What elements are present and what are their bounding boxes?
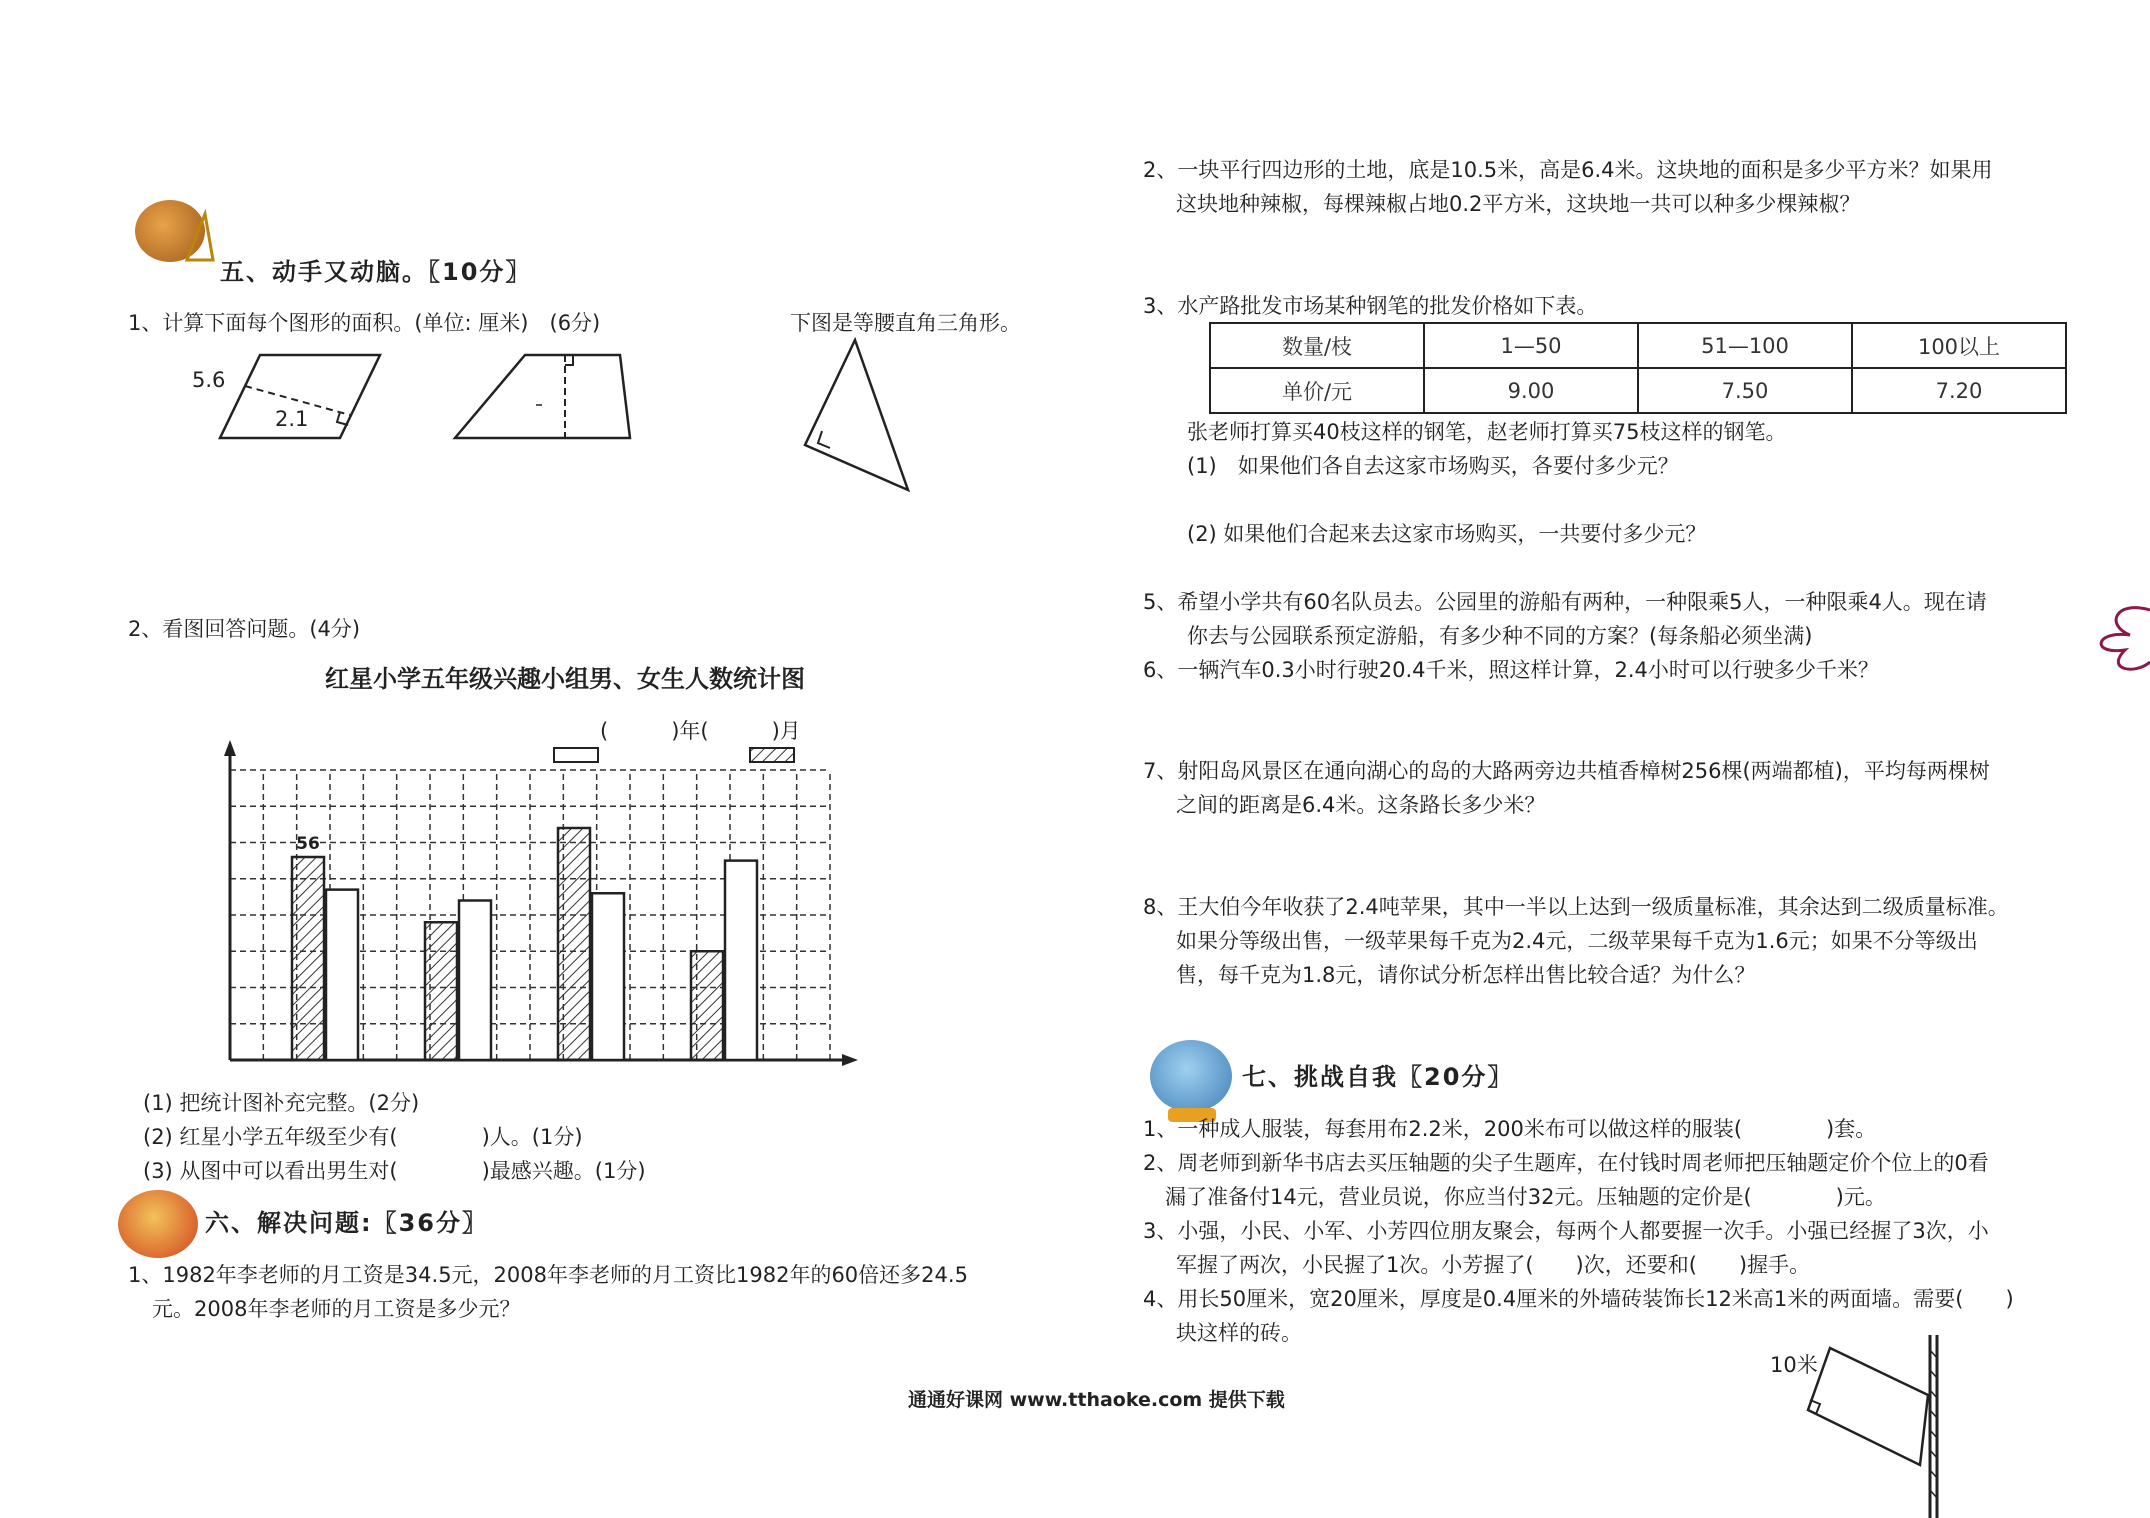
- table-cell: 数量/枝: [1210, 323, 1424, 368]
- table-row: [1210, 368, 2066, 413]
- trapezoid-figure: [450, 350, 640, 445]
- flower-decoration-icon: [2085, 600, 2150, 675]
- challenge-2-line-2: 漏了准备付14元，营业员说，你应当付32元。压轴题的定价是( )元。: [1165, 1185, 1886, 1209]
- chart-title: 红星小学五年级兴趣小组男、女生人数统计图: [325, 665, 805, 693]
- data-label: 56: [296, 834, 320, 854]
- section-6-title: 六、解决问题:〖36分〗: [205, 1209, 488, 1237]
- s6-q1-line-2: 元。2008年李老师的月工资是多少元？: [152, 1297, 521, 1321]
- q7-line-2: 之间的距离是6.4米。这条路长多少米？: [1176, 793, 1546, 817]
- legend-swatch-hatched: [750, 748, 794, 762]
- table-cell: 7.20: [1852, 368, 2066, 413]
- q8-line-1: 8、王大伯今年收获了2.4吨苹果，其中一半以上达到一级质量标准，其余达到二级质量标准。: [1143, 895, 2009, 919]
- q5-line-2: 你去与公园联系预定游船，有多少种不同的方案？(每条船必须坐满): [1187, 624, 1813, 648]
- s5-question-2: 2、看图回答问题。(4分): [128, 617, 361, 641]
- y-axis-arrow: [224, 740, 236, 756]
- table-cell: 1—50: [1424, 323, 1638, 368]
- challenge-2-line-1: 2、周老师到新华书店去买压轴题的尖子生题库，在付钱时周老师把压轴题定价个位上的0看: [1143, 1151, 1989, 1175]
- chart-bar: [558, 828, 590, 1060]
- q3-part-1: (1) 如果他们各自去这家市场购买，各要付多少元？: [1187, 454, 1679, 478]
- bar-chart: [150, 740, 870, 1100]
- q2-line-2: 这块地种辣椒，每棵辣椒占地0.2平方米，这块地一共可以种多少棵辣椒？: [1176, 192, 1861, 216]
- chart-date-line: ( )年( )月: [600, 719, 801, 743]
- table-cell: 单价/元: [1210, 368, 1424, 413]
- table-cell: 51—100: [1638, 323, 1852, 368]
- table-row: [1210, 323, 2066, 368]
- q3-intro: 张老师打算买40枝这样的钢笔，赵老师打算买75枝这样的钢笔。: [1187, 420, 1787, 444]
- q6-text: 6、一辆汽车0.3小时行驶20.4千米，照这样计算，2.4小时可以行驶多少千米？: [1143, 658, 1879, 682]
- footer-credit: 通通好课网 www.tthaoke.com 提供下载: [908, 1389, 1285, 1411]
- elephant-mascot-icon: [1150, 1040, 1232, 1112]
- table-cell: 100以上: [1852, 323, 2066, 368]
- s5-q2-part-3: (3) 从图中可以看出男生对( )最感兴趣。(1分): [143, 1159, 646, 1183]
- chart-bar: [691, 951, 723, 1060]
- challenge-3-line-1: 3、小强，小民、小军、小芳四位朋友聚会，每两个人都要握一次手。小强已经握了3次，小: [1143, 1219, 1989, 1243]
- q7-line-1: 7、射阳岛风景区在通向湖心的岛的大路两旁边共植香樟树256棵(两端都植)，平均每两棵树: [1143, 759, 1990, 783]
- s5-q1-note: 下图是等腰直角三角形。: [790, 311, 1021, 335]
- s6-q1-line-1: 1、1982年李老师的月工资是34.5元，2008年李老师的月工资比1982年的60倍还多24.5: [128, 1263, 968, 1287]
- s5-q2-part-1: (1) 把统计图补充完整。(2分): [143, 1091, 420, 1115]
- challenge-1: 1、一种成人服装，每套用布2.2米，200米布可以做这样的服装( )套。: [1143, 1117, 1877, 1141]
- challenge-4-line-2: 块这样的砖。: [1176, 1321, 1302, 1345]
- isosceles-right-triangle-figure: [800, 335, 920, 495]
- q8-line-3: 售，每千克为1.8元，请你试分析怎样出售比较合适？为什么？: [1176, 963, 1756, 987]
- s5-q2-part-2: (2) 红星小学五年级至少有( )人。(1分): [143, 1125, 583, 1149]
- s5-question-1: 1、计算下面每个图形的面积。(单位: 厘米) (6分): [128, 311, 601, 335]
- q3-part-2: (2) 如果他们合起来去这家市场购买，一共要付多少元？: [1187, 522, 1707, 546]
- ladder-length-label: 10米: [1770, 1353, 1818, 1377]
- q2-line-1: 2、一块平行四边形的土地，底是10.5米，高是6.4米。这块地的面积是多少平方米？如果用: [1143, 158, 1993, 182]
- q3-text: 3、水产路批发市场某种钢笔的批发价格如下表。: [1143, 294, 1598, 318]
- chart-bar: [425, 922, 457, 1060]
- table-cell: 7.50: [1638, 368, 1852, 413]
- chart-bar: [725, 861, 757, 1060]
- monkey-mascot-icon: [118, 1190, 198, 1258]
- chart-bar: [326, 890, 358, 1060]
- q5-line-1: 5、希望小学共有60名队员去。公园里的游船有两种，一种限乘5人，一种限乘4人。现在请: [1143, 590, 1987, 614]
- chart-bar: [592, 893, 624, 1060]
- table-cell: 9.00: [1424, 368, 1638, 413]
- challenge-4-line-1: 4、用长50厘米，宽20厘米，厚度是0.4厘米的外墙砖装饰长12米高1米的两面墙。需要( ): [1143, 1287, 2014, 1311]
- chart-bar: [459, 901, 491, 1061]
- ruler-triangle-icon: [185, 212, 215, 262]
- section-5-title: 五、动手又动脑。〖10分〗: [220, 258, 532, 286]
- x-axis-arrow: [842, 1054, 858, 1066]
- section-7-title: 七、挑战自我〖20分〗: [1242, 1063, 1514, 1091]
- parallelogram-side-label: 5.6: [192, 368, 226, 392]
- chart-bar: [292, 857, 324, 1060]
- price-table: [1209, 322, 2067, 414]
- legend-swatch-blank: [554, 748, 598, 762]
- challenge-3-line-2: 军握了两次，小民握了1次。小芳握了( )次，还要和( )握手。: [1176, 1253, 1811, 1277]
- q8-line-2: 如果分等级出售，一级苹果每千克为2.4元，二级苹果每千克为1.6元；如果不分等级出: [1176, 929, 1978, 953]
- parallelogram-height-label: 2.1: [275, 407, 309, 431]
